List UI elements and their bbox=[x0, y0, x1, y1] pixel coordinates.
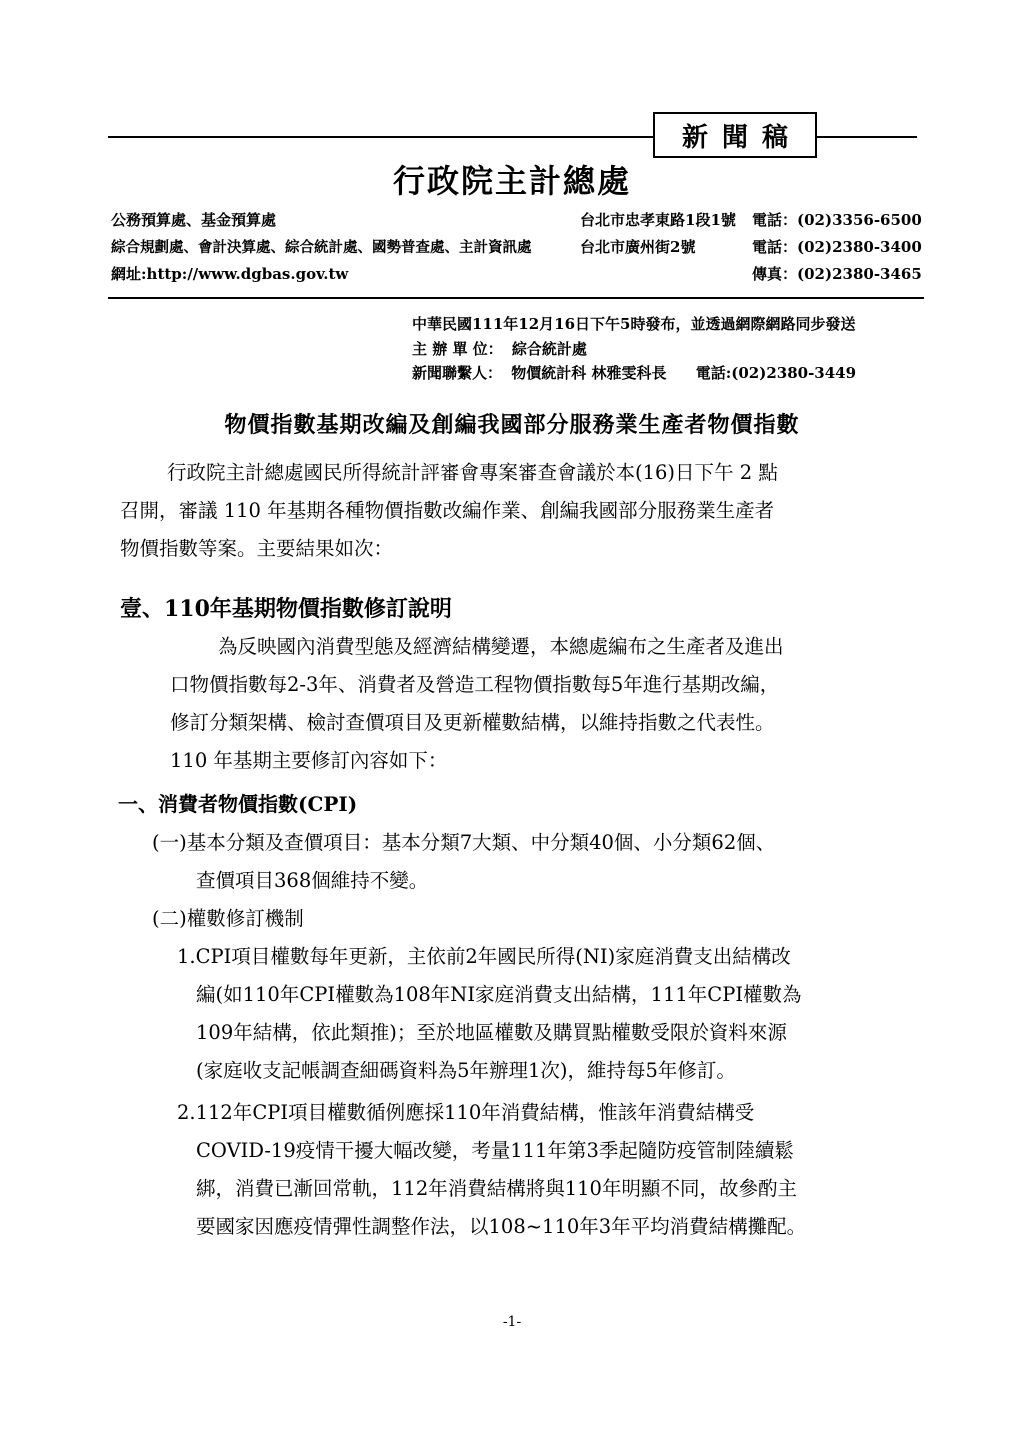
org-name: 行政院主計總處 bbox=[392, 162, 631, 200]
cpi-point-1-line-1: 1.CPI項目權數每年更新，主依前2年國民所得(NI)家庭消費支出結構改 bbox=[177, 945, 791, 968]
document-title: 物價指數基期改編及創編我國部分服務業生產者物價指數 bbox=[224, 412, 800, 438]
section-1-para-line-3: 修訂分類架構、檢討查價項目及更新權數結構，以維持指數之代表性。 bbox=[170, 711, 775, 734]
units-line-2: 綜合規劃處、會計決算處、綜合統計處、國勢普查處、主計資訊處 bbox=[111, 239, 532, 256]
address-1: 台北市忠孝東路1段1號 bbox=[580, 211, 736, 229]
intro-line-1: 行政院主計總處國民所得統計評審會專案審查會議於本(16)日下午 2 點 bbox=[167, 461, 778, 484]
cpi-point-2-line-1: 2.112年CPI項目權數循例應採110年消費結構，惟該年消費結構受 bbox=[177, 1101, 755, 1124]
cpi-point-2-line-4: 要國家因應疫情彈性調整作法，以108~110年3年平均消費結構攤配。 bbox=[196, 1215, 807, 1238]
contact-phone: 電話:(02)2380-3449 bbox=[695, 364, 857, 382]
section-1-para-line-2: 口物價指數每2-3年、消費者及營造工程物價指數每5年進行基期改編， bbox=[170, 673, 780, 696]
cpi-item-1-line-1: (一)基本分類及查價項目：基本分類7大類、中分類40個、小分類62個、 bbox=[152, 831, 776, 854]
header-rule-left bbox=[108, 136, 653, 138]
address-2: 台北市廣州街2號 bbox=[580, 238, 696, 256]
cpi-point-1-line-2: 編(如110年CPI權數為108年NI家庭消費支出結構，111年CPI權數為 bbox=[196, 983, 802, 1006]
page-number: -1- bbox=[502, 1314, 522, 1330]
contact-label: 新聞聯繫人： bbox=[412, 364, 503, 382]
contact-value: 物價統計科 林雅雯科長 bbox=[511, 364, 667, 382]
phone-2: 電話：(02)2380-3400 bbox=[752, 238, 922, 256]
intro-line-3: 物價指數等案。主要結果如次： bbox=[120, 537, 394, 560]
section-1-para-line-1: 為反映國內消費型態及經濟結構變遷，本總處編布之生產者及進出 bbox=[218, 635, 784, 658]
cpi-point-2-line-3: 綁，消費已漸回常軌，112年消費結構將與110年明顯不同，故參酌主 bbox=[196, 1177, 797, 1200]
phone-1: 電話：(02)3356-6500 bbox=[752, 211, 922, 229]
header-bottom-rule bbox=[108, 297, 924, 299]
intro-line-2: 召開，審議 110 年基期各種物價指數改編作業、創編我國部分服務業生產者 bbox=[120, 499, 775, 522]
cpi-item-2-heading: (二)權數修訂機制 bbox=[152, 907, 304, 930]
press-release-badge: 新聞稿 bbox=[653, 112, 817, 158]
cpi-point-2-line-2: COVID-19疫情干擾大幅改變，考量111年第3季起隨防疫管制陸續鬆 bbox=[196, 1139, 794, 1162]
host-unit-row bbox=[412, 338, 587, 359]
header-rule-right bbox=[817, 136, 917, 138]
units-line-1: 公務預算處、基金預算處 bbox=[111, 211, 277, 229]
website-link[interactable]: 網址:http://www.dgbas.gov.tw bbox=[111, 265, 349, 283]
host-unit-value: 綜合統計處 bbox=[511, 340, 587, 358]
section-1-para-line-4: 110 年基期主要修訂內容如下： bbox=[170, 749, 448, 772]
fax: 傳真：(02)2380-3465 bbox=[752, 265, 922, 283]
host-unit-label: 主 辦 單 位： bbox=[412, 340, 503, 358]
section-1-heading: 壹、110年基期物價指數修訂說明 bbox=[120, 596, 452, 622]
cpi-heading: 一、消費者物價指數(CPI) bbox=[118, 792, 358, 816]
release-date-line: 中華民國111年12月16日下午5時發布，並透過網際網路同步發送 bbox=[412, 315, 856, 333]
cpi-item-1-line-2: 查價項目368個維持不變。 bbox=[196, 869, 429, 892]
cpi-point-1-line-4: (家庭收支記帳調查細碼資料為5年辦理1次)，維持每5年修訂。 bbox=[196, 1059, 736, 1082]
cpi-point-1-line-3: 109年結構，依此類推)；至於地區權數及購買點權數受限於資料來源 bbox=[196, 1021, 787, 1044]
contact-row bbox=[412, 362, 856, 383]
